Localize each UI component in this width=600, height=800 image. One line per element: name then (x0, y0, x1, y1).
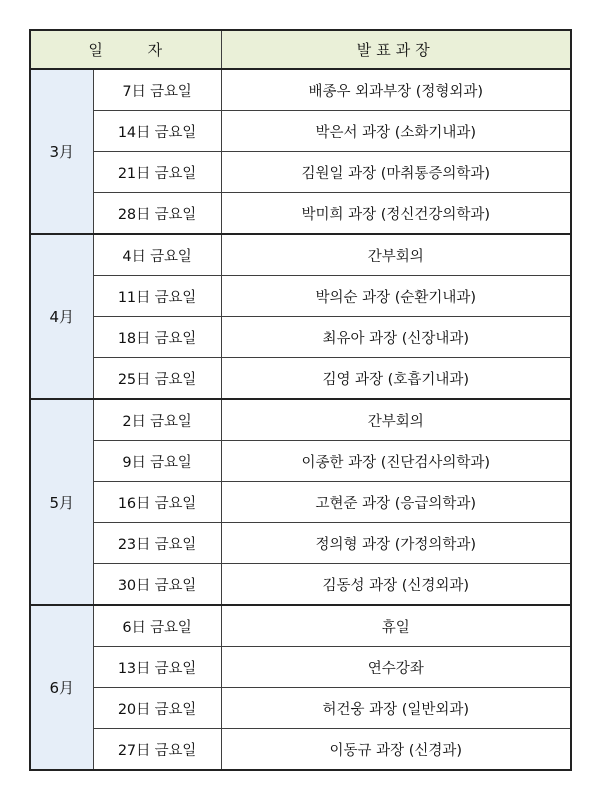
date-cell: 20日 금요일 (93, 688, 221, 729)
schedule-row (30, 69, 571, 111)
schedule-row (30, 482, 571, 523)
schedule-row (30, 729, 571, 771)
date-cell: 11日 금요일 (93, 276, 221, 317)
presenter-cell: 김동성 과장 (신경외과) (221, 564, 571, 606)
presenter-cell: 박은서 과장 (소화기내과) (221, 111, 571, 152)
date-cell: 4日 금요일 (93, 234, 221, 276)
presenter-cell: 김원일 과장 (마취통증의학과) (221, 152, 571, 193)
date-cell: 21日 금요일 (93, 152, 221, 193)
date-cell: 6日 금요일 (93, 605, 221, 647)
date-cell: 7日 금요일 (93, 69, 221, 111)
presenter-cell: 정의형 과장 (가정의학과) (221, 523, 571, 564)
date-cell: 28日 금요일 (93, 193, 221, 235)
presenter-cell: 이동규 과장 (신경과) (221, 729, 571, 771)
date-cell: 23日 금요일 (93, 523, 221, 564)
schedule-row (30, 317, 571, 358)
month-label: 6月 (30, 605, 93, 770)
schedule-row (30, 564, 571, 606)
date-cell: 18日 금요일 (93, 317, 221, 358)
presenter-cell: 이종한 과장 (진단검사의학과) (221, 441, 571, 482)
date-cell: 14日 금요일 (93, 111, 221, 152)
month-label: 4月 (30, 234, 93, 399)
date-cell: 30日 금요일 (93, 564, 221, 606)
date-cell: 9日 금요일 (93, 441, 221, 482)
presenter-cell: 박의순 과장 (순환기내과) (221, 276, 571, 317)
presenter-cell: 배종우 외과부장 (정형외과) (221, 69, 571, 111)
presenter-cell: 간부회의 (221, 399, 571, 441)
date-cell: 2日 금요일 (93, 399, 221, 441)
schedule-row (30, 152, 571, 193)
schedule-row (30, 111, 571, 152)
presenter-cell: 간부회의 (221, 234, 571, 276)
schedule-row (30, 234, 571, 276)
schedule-row (30, 605, 571, 647)
schedule-row (30, 399, 571, 441)
schedule-row (30, 523, 571, 564)
presenter-cell: 휴일 (221, 605, 571, 647)
date-cell: 25日 금요일 (93, 358, 221, 400)
schedule-body (30, 69, 571, 770)
schedule-row (30, 193, 571, 235)
schedule-row (30, 647, 571, 688)
date-cell: 16日 금요일 (93, 482, 221, 523)
presenter-cell: 연수강좌 (221, 647, 571, 688)
header-row (30, 30, 571, 69)
presenter-cell: 고현준 과장 (응급의학과) (221, 482, 571, 523)
presenter-cell: 박미희 과장 (정신건강의학과) (221, 193, 571, 235)
month-label: 3月 (30, 69, 93, 234)
date-cell: 27日 금요일 (93, 729, 221, 771)
schedule-row (30, 441, 571, 482)
presenter-cell: 김영 과장 (호흡기내과) (221, 358, 571, 400)
month-label: 5月 (30, 399, 93, 605)
presenter-cell: 최유아 과장 (신장내과) (221, 317, 571, 358)
schedule-row (30, 358, 571, 400)
schedule-row (30, 688, 571, 729)
schedule-row (30, 276, 571, 317)
schedule-table (29, 29, 572, 771)
presenter-cell: 허건웅 과장 (일반외과) (221, 688, 571, 729)
date-column-header: 일 자 (30, 30, 221, 69)
presenter-column-header: 발표과장 (221, 30, 571, 69)
date-cell: 13日 금요일 (93, 647, 221, 688)
